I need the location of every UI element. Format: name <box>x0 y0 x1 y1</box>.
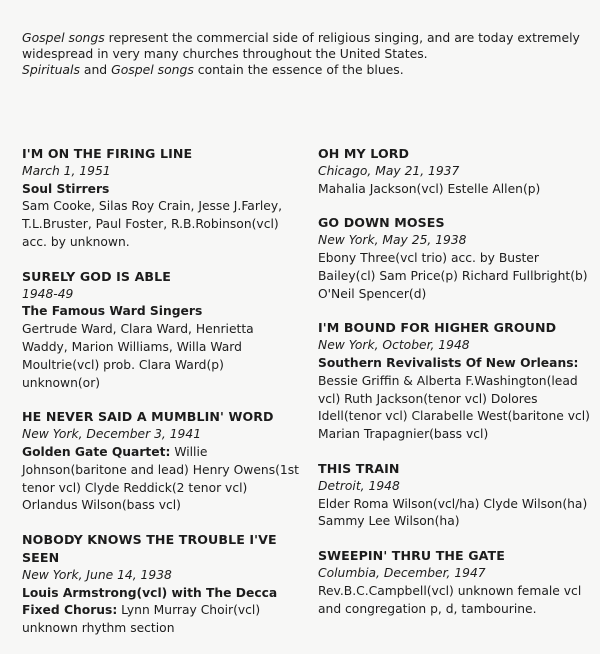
track-oh-my-lord <box>318 145 593 198</box>
track-personnel: Elder Roma Wilson(vcl/ha) Clyde Wilson(ha) Sammy Lee Wilson(ha) <box>318 496 588 529</box>
track-date: March 1, 1951 <box>22 163 111 178</box>
track-personnel: Sam Cooke, Silas Roy Crain, Jesse J.Farley, T.L.Bruster, Paul Foster, R.B.Robinson(vcl) acc. by unknown. <box>22 199 283 249</box>
track-title: THIS TRAIN <box>318 460 400 476</box>
intro-emphasis-gospel-2: Gospel songs <box>111 62 194 77</box>
track-this-train <box>318 460 593 531</box>
track-title: SURELY GOD IS ABLE <box>22 268 171 284</box>
track-personnel-block <box>22 444 302 515</box>
track-date: New York, May 25, 1938 <box>318 233 467 248</box>
left-column <box>22 145 302 654</box>
track-sweepin-thru <box>318 547 593 618</box>
track-go-down-moses <box>318 214 593 303</box>
track-personnel: Gertrude Ward, Clara Ward, Henrietta Waddy, Marion Williams, Willa Ward Moultrie(vcl) prob. Clara Ward(p) unknown(or) <box>22 322 254 390</box>
intro-text-3: contain the essence of the blues. <box>193 62 404 77</box>
intro-emphasis-spirituals: Spirituals <box>22 62 80 77</box>
track-date: New York, June 14, 1938 <box>22 567 172 582</box>
track-date: New York, December 3, 1941 <box>22 427 202 442</box>
track-nobody-knows <box>22 531 302 638</box>
track-title: GO DOWN MOSES <box>318 215 445 231</box>
track-personnel-block <box>22 585 302 638</box>
track-personnel: Ebony Three(vcl trio) acc. by Buster Bailey(cl) Sam Price(p) Richard Fullbright(b) O'Neil Spencer(d) <box>318 250 588 301</box>
track-mumblin-word <box>22 408 302 515</box>
track-artist: The Famous Ward Singers <box>22 304 203 319</box>
track-firing-line <box>22 145 302 252</box>
track-title: SWEEPIN' THRU THE GATE <box>318 548 505 564</box>
track-personnel: Willie Johnson(baritone and lead) Henry Owens(1st tenor vcl) Clyde Reddick(2 tenor vcl) Orlandus Wilson(bass vcl) <box>22 444 299 513</box>
track-title: HE NEVER SAID A MUMBLIN' WORD <box>22 409 274 425</box>
track-artist: Soul Stirrers <box>22 181 110 196</box>
track-personnel: Mahalia Jackson(vcl) Estelle Allen(p) <box>318 181 541 196</box>
track-personnel: Rev.B.C.Campbell(vcl) unknown female vcl and congregation p, d, tambourine. <box>318 583 582 616</box>
track-higher-ground <box>318 319 593 444</box>
intro-text-2: and <box>79 62 112 77</box>
intro-text-1: represent the commercial side of religious singing, and are today extremely widespread in very many churches throughout the United States. <box>22 30 580 61</box>
track-title: I'M ON THE FIRING LINE <box>22 146 193 161</box>
track-title: NOBODY KNOWS THE TROUBLE I'VE SEEN <box>22 532 277 565</box>
track-date: New York, October, 1948 <box>318 338 470 353</box>
intro-emphasis-gospel: Gospel songs <box>22 30 105 45</box>
track-title: OH MY LORD <box>318 146 410 161</box>
track-surely-god <box>22 268 302 393</box>
track-artist: Louis Armstrong(vcl) with The Decca Fixed Chorus: <box>22 585 278 618</box>
right-column <box>318 145 593 634</box>
track-artist: Southern Revivalists Of New Orleans: <box>318 355 579 370</box>
track-date: Chicago, May 21, 1937 <box>318 163 460 178</box>
track-artist: Golden Gate Quartet: <box>22 444 171 459</box>
track-date: 1948-49 <box>22 286 74 301</box>
track-title: I'M BOUND FOR HIGHER GROUND <box>318 320 557 336</box>
track-personnel: Lynn Murray Choir(vcl) unknown rhythm section <box>22 603 261 636</box>
track-personnel: Bessie Griffin & Alberta F.Washington(lead vcl) Ruth Jackson(tenor vcl) Dolores Idell(tenor vcl) Clarabelle West(baritone vcl) Marian Trapagnier(bass vcl) <box>318 373 590 442</box>
track-date: Columbia, December, 1947 <box>318 565 486 580</box>
intro-paragraph <box>22 30 592 78</box>
track-date: Detroit, 1948 <box>318 478 400 493</box>
